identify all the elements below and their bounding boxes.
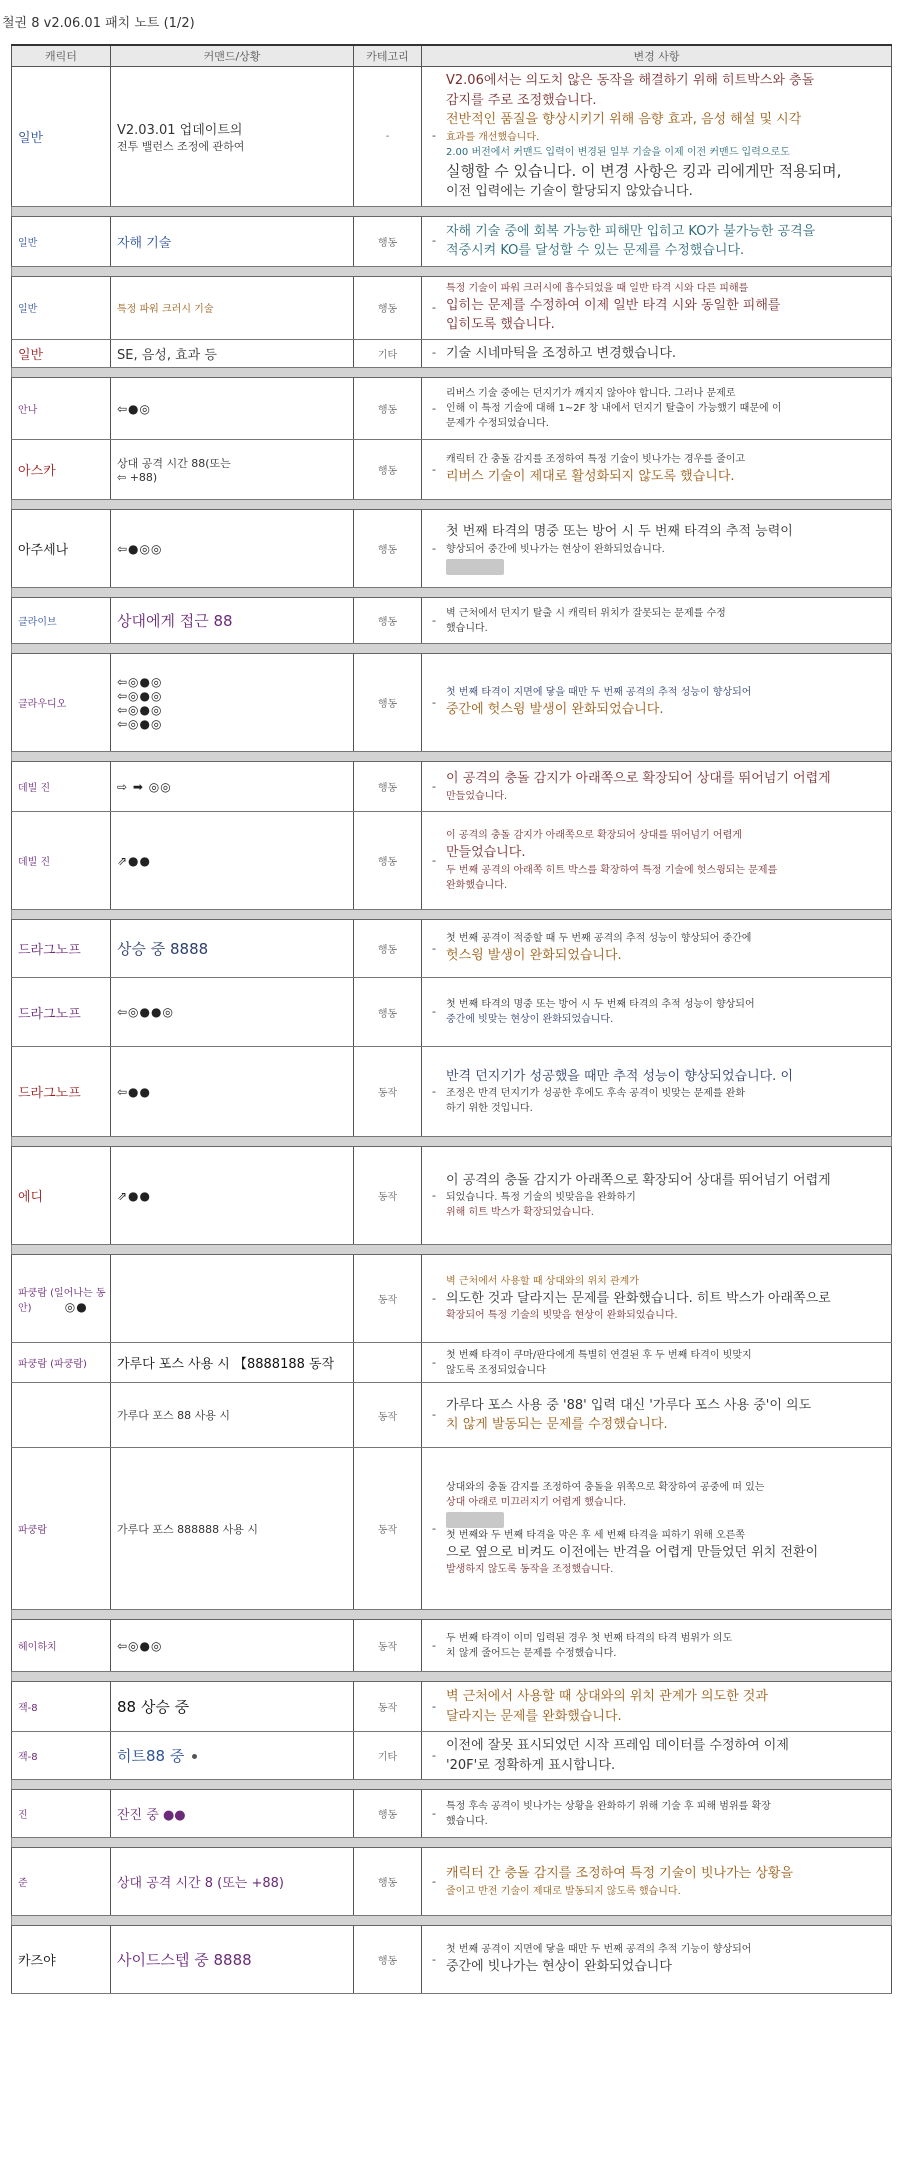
button-input-icon: ⇨ ➡ ◎◎ <box>117 779 172 794</box>
change-cell: - V2.06에서는 의도치 않은 동작을 해결하기 위해 히트박스와 충돌 감지를 주로 조정했습니다. 전반적인 품질을 향상시키기 위해 음향 효과, 음성 해설 및 시각 효과를 개선했습니다. 2.00 버전에서 커맨드 입력이 변경된 일부 기술을 이제 이전 커맨드 입력으로도 실행할 수 있습니다. 이 변경 사항은 킹과 리에게만 적용되며, 이전 입력에는 기술이 할당되지 않았습니다. <box>422 67 892 207</box>
category-cell: 행동 <box>354 598 422 644</box>
section-divider <box>12 1245 892 1255</box>
category-cell: 행동 <box>354 812 422 910</box>
command-cell <box>111 654 354 752</box>
button-input-icon: ⇦◎●◎ <box>117 716 163 731</box>
table-row <box>12 1343 892 1383</box>
section-divider <box>12 1780 892 1790</box>
table-header-row <box>12 45 892 67</box>
redacted-block <box>446 559 504 575</box>
command-cell <box>111 978 354 1047</box>
category-cell: 동작 <box>354 1383 422 1448</box>
table-row <box>12 1682 892 1732</box>
character-cell: 파쿵람 <box>12 1448 111 1610</box>
character-cell: 일반 <box>12 339 111 368</box>
character-cell: 드라그노프 <box>12 920 111 978</box>
table-row <box>12 510 892 588</box>
change-cell: - 이 공격의 충돌 감지가 아래쪽으로 확장되어 상대를 뛰어넘기 어렵게 만들었습니다. <box>422 762 892 812</box>
character-cell: 클라우디오 <box>12 654 111 752</box>
table-row <box>12 1147 892 1245</box>
change-cell: - 벽 근처에서 사용할 때 상대와의 위치 관계가 의도한 것과 달라지는 문제를 완화했습니다. 히트 박스가 아래쪽으로 확장되어 특정 기술의 빗맞음 현상이 완화되었습니다. <box>422 1255 892 1343</box>
change-cell: - 첫 번째 공격이 지면에 닿을 때만 두 번째 공격의 추적 기능이 향상되어 중간에 빗나가는 현상이 완화되었습니다 <box>422 1926 892 1994</box>
section-divider <box>12 266 892 276</box>
button-input-icon: ⇦●◎◎ <box>117 541 163 556</box>
table-row <box>12 1047 892 1137</box>
category-cell: 행동 <box>354 1848 422 1916</box>
table-row <box>12 339 892 368</box>
character-cell: 잭-8 <box>12 1732 111 1780</box>
header-category: 카테고리 <box>354 45 422 67</box>
change-cell: - 캐릭터 간 충돌 감지를 조정하여 특정 기술이 빗나가는 경우를 줄이고 리버스 기술이 제대로 활성화되지 않도록 했습니다. <box>422 440 892 500</box>
change-cell: - 이전에 잘못 표시되었던 시작 프레임 데이터를 수정하여 이제 '20F'로 정확하게 표시합니다. <box>422 1732 892 1780</box>
change-cell: - 반격 던지기가 성공했을 때만 추적 성능이 향상되었습니다. 이 조정은 반격 던지기가 성공한 후에도 후속 공격이 빗맞는 문제를 완화 하기 위한 것입니다. <box>422 1047 892 1137</box>
character-cell: 드라그노프 <box>12 978 111 1047</box>
character-cell: 에디 <box>12 1147 111 1245</box>
category-cell: 동작 <box>354 1682 422 1732</box>
category-cell <box>354 1343 422 1383</box>
command-cell: 히트88 중 <box>111 1732 354 1780</box>
table-row <box>12 1448 892 1610</box>
category-cell: 동작 <box>354 1255 422 1343</box>
change-cell: - 자해 기술 중에 회복 가능한 피해만 입히고 KO가 불가능한 공격을 적중시켜 KO를 달성할 수 있는 문제를 수정했습니다. <box>422 216 892 266</box>
table-row <box>12 1848 892 1916</box>
character-cell: 일반 <box>12 216 111 266</box>
category-cell: 행동 <box>354 276 422 339</box>
command-cell: 가루다 포스 888888 사용 시 <box>111 1448 354 1610</box>
change-cell: - 벽 근처에서 사용할 때 상대와의 위치 관계가 의도한 것과 달라지는 문제를 완화했습니다. <box>422 1682 892 1732</box>
command-cell <box>111 1255 354 1343</box>
button-input-icon: ⇗●● <box>117 1188 151 1203</box>
button-input-icon: ⇦◎●◎ <box>117 674 163 689</box>
table-row <box>12 812 892 910</box>
table-row <box>12 67 892 207</box>
table-row <box>12 276 892 339</box>
command-cell: 잔진 중 ●● <box>111 1790 354 1838</box>
document-title: 철권 8 v2.06.01 패치 노트 (1/2) <box>2 16 195 31</box>
button-input-icon: ⇦◎●●◎ <box>117 1005 174 1019</box>
category-cell: 행동 <box>354 510 422 588</box>
section-divider <box>12 644 892 654</box>
table-row <box>12 1620 892 1672</box>
bullet-icon <box>192 1754 197 1759</box>
character-cell: 데빌 진 <box>12 812 111 910</box>
command-cell <box>111 378 354 440</box>
category-cell: 행동 <box>354 762 422 812</box>
command-cell: 가루다 포스 사용 시 【8888188 동작 <box>111 1343 354 1383</box>
category-cell: 행동 <box>354 978 422 1047</box>
table-row <box>12 1383 892 1448</box>
character-cell: 안나 <box>12 378 111 440</box>
section-divider <box>12 910 892 920</box>
category-cell: 동작 <box>354 1620 422 1672</box>
command-cell: 가루다 포스 88 사용 시 <box>111 1383 354 1448</box>
table-row <box>12 762 892 812</box>
command-cell: 사이드스텝 중 8888 <box>111 1926 354 1994</box>
command-cell: 상대 공격 시간 88(또는 ⇦ +88) <box>111 440 354 500</box>
category-cell: 동작 <box>354 1448 422 1610</box>
change-cell: - 첫 번째 타격의 명중 또는 방어 시 두 번째 타격의 추적 성능이 향상되어 중간에 빗맞는 현상이 완화되었습니다. <box>422 978 892 1047</box>
table-row <box>12 1926 892 1994</box>
table-row <box>12 216 892 266</box>
character-cell: 일반 <box>12 276 111 339</box>
character-cell: 아스카 <box>12 440 111 500</box>
table-row <box>12 598 892 644</box>
section-divider <box>12 1610 892 1620</box>
table-row <box>12 1255 892 1343</box>
category-cell: 행동 <box>354 216 422 266</box>
category-cell: 행동 <box>354 654 422 752</box>
change-cell: - 두 번째 타격이 이미 입력된 경우 첫 번째 타격의 타격 범위가 의도 치 않게 줄어드는 문제를 수정했습니다. <box>422 1620 892 1672</box>
character-cell: 헤이하치 <box>12 1620 111 1672</box>
command-cell: 상대 공격 시간 8 (또는 +88) <box>111 1848 354 1916</box>
category-cell: 기타 <box>354 1732 422 1780</box>
change-cell: - 상대와의 충돌 감지를 조정하여 충돌을 위쪽으로 확장하여 공중에 떠 있는 상대 아래로 미끄러지기 어렵게 했습니다. 첫 번째와 두 번째 타격을 막은 후 세 번째 타격을 피하기 위해 오른쪽 으로 옆으로 비켜도 이전에는 반격을 어렵게 만들었던 위치 전환이 발생하지 않도록 동작을 조정했습니다. <box>422 1448 892 1610</box>
section-divider <box>12 206 892 216</box>
character-cell: 아주세나 <box>12 510 111 588</box>
character-cell: 파쿵람 (파쿵람) <box>12 1343 111 1383</box>
header-command: 커맨드/상황 <box>111 45 354 67</box>
category-cell: 동작 <box>354 1047 422 1137</box>
character-cell: 준 <box>12 1848 111 1916</box>
button-input-icon: ⇦●◎ <box>117 401 151 416</box>
command-cell: V2.03.01 업데이트의 전투 밸런스 조정에 관하여 <box>111 67 354 207</box>
button-input-icon: ⇦●● <box>117 1084 151 1099</box>
change-cell: - 리버스 기술 중에는 던지기가 깨지지 않아야 합니다. 그러나 문제로 인해 이 특정 기술에 대해 1~2F 창 내에서 던지기 탈출이 가능했기 때문에 이 문제가 수정되었습니다. <box>422 378 892 440</box>
command-cell: SE, 음성, 효과 등 <box>111 339 354 368</box>
command-cell <box>111 1147 354 1245</box>
character-cell: 일반 <box>12 67 111 207</box>
button-input-icon: ⇗●● <box>117 853 151 868</box>
table-row <box>12 378 892 440</box>
section-divider <box>12 1672 892 1682</box>
section-divider <box>12 1838 892 1848</box>
change-cell: - 첫 번째 타격이 지면에 닿을 때만 두 번째 공격의 추적 성능이 향상되어 중간에 헛스윙 발생이 완화되었습니다. <box>422 654 892 752</box>
command-cell <box>111 1620 354 1672</box>
table-row <box>12 1732 892 1780</box>
redacted-block <box>446 1512 504 1528</box>
header-change: 변경 사항 <box>422 45 892 67</box>
category-cell: - <box>354 67 422 207</box>
table-row <box>12 1790 892 1838</box>
change-cell: - 첫 번째 타격이 쿠마/판다에게 특별히 연결된 후 두 번째 타격이 빗맞지 않도록 조정되었습니다 <box>422 1343 892 1383</box>
change-cell: - 이 공격의 충돌 감지가 아래쪽으로 확장되어 상대를 뛰어넘기 어렵게 만들었습니다. 두 번째 공격의 아래쪽 히트 박스를 확장하여 특정 기술에 헛스윙되는 문제를 완화했습니다. <box>422 812 892 910</box>
button-input-icon: ⇦◎●◎ <box>117 688 163 703</box>
table-row <box>12 978 892 1047</box>
category-cell: 행동 <box>354 1926 422 1994</box>
section-divider <box>12 1137 892 1147</box>
command-cell <box>111 1047 354 1137</box>
button-input-icon: ◎● <box>64 1299 88 1314</box>
change-cell: - 특정 후속 공격이 빗나가는 상황을 완화하기 위해 기술 후 피해 범위를 확장 했습니다. <box>422 1790 892 1838</box>
header-character: 캐릭터 <box>12 45 111 67</box>
section-divider <box>12 500 892 510</box>
button-input-icon: ⇦◎●◎ <box>117 1638 163 1653</box>
change-cell: - 캐릭터 간 충돌 감지를 조정하여 특정 기술이 빗나가는 상황을 줄이고 반전 기술이 제대로 발동되지 않도록 했습니다. <box>422 1848 892 1916</box>
command-cell <box>111 812 354 910</box>
table-row <box>12 920 892 978</box>
section-divider <box>12 1916 892 1926</box>
change-cell: - 가루다 포스 사용 중 '88' 입력 대신 '가루다 포스 사용 중'이 의도 치 않게 발동되는 문제를 수정했습니다. <box>422 1383 892 1448</box>
patch-notes-table <box>11 44 892 1994</box>
category-cell: 행동 <box>354 920 422 978</box>
command-cell: 88 상승 중 <box>111 1682 354 1732</box>
command-cell <box>111 762 354 812</box>
character-cell: 파쿵람 (일어나는 동안) ◎● <box>12 1255 111 1343</box>
character-cell: 데빌 진 <box>12 762 111 812</box>
category-cell: 행동 <box>354 440 422 500</box>
character-cell: 클라이브 <box>12 598 111 644</box>
character-cell: 드라그노프 <box>12 1047 111 1137</box>
character-cell: 카즈야 <box>12 1926 111 1994</box>
button-input-icon: ⇦◎●◎ <box>117 702 163 717</box>
command-cell: 상승 중 8888 <box>111 920 354 978</box>
command-cell: 자해 기술 <box>111 216 354 266</box>
category-cell: 동작 <box>354 1147 422 1245</box>
command-cell: 특정 파워 크러시 기술 <box>111 276 354 339</box>
table-row <box>12 654 892 752</box>
change-cell: - 특정 기술이 파워 크러시에 흡수되었을 때 일반 타격 시와 다른 피해를 입히는 문제를 수정하여 이제 일반 타격 시와 동일한 피해를 입히도록 했습니다. <box>422 276 892 339</box>
change-cell: - 벽 근처에서 던지기 탈출 시 캐릭터 위치가 잘못되는 문제를 수정 했습니다. <box>422 598 892 644</box>
character-cell: 잭-8 <box>12 1682 111 1732</box>
change-cell: - 기술 시네마틱을 조정하고 변경했습니다. <box>422 339 892 368</box>
section-divider <box>12 588 892 598</box>
character-cell: 진 <box>12 1790 111 1838</box>
category-cell: 행동 <box>354 1790 422 1838</box>
change-cell: - 첫 번째 공격이 적중할 때 두 번째 공격의 추적 성능이 향상되어 중간에 헛스윙 발생이 완화되었습니다. <box>422 920 892 978</box>
change-cell: - 이 공격의 충돌 감지가 아래쪽으로 확장되어 상대를 뛰어넘기 어렵게 되었습니다. 특정 기술의 빗맞음을 완화하기 위해 히트 박스가 확장되었습니다. <box>422 1147 892 1245</box>
category-cell: 행동 <box>354 378 422 440</box>
table-row <box>12 440 892 500</box>
command-cell: 상대에게 접근 88 <box>111 598 354 644</box>
section-divider <box>12 368 892 378</box>
change-cell: - 첫 번째 타격의 명중 또는 방어 시 두 번째 타격의 추적 능력이 향상되어 중간에 빗나가는 현상이 완화되었습니다. <box>422 510 892 588</box>
section-divider <box>12 752 892 762</box>
category-cell: 기타 <box>354 339 422 368</box>
command-cell <box>111 510 354 588</box>
character-cell <box>12 1383 111 1448</box>
